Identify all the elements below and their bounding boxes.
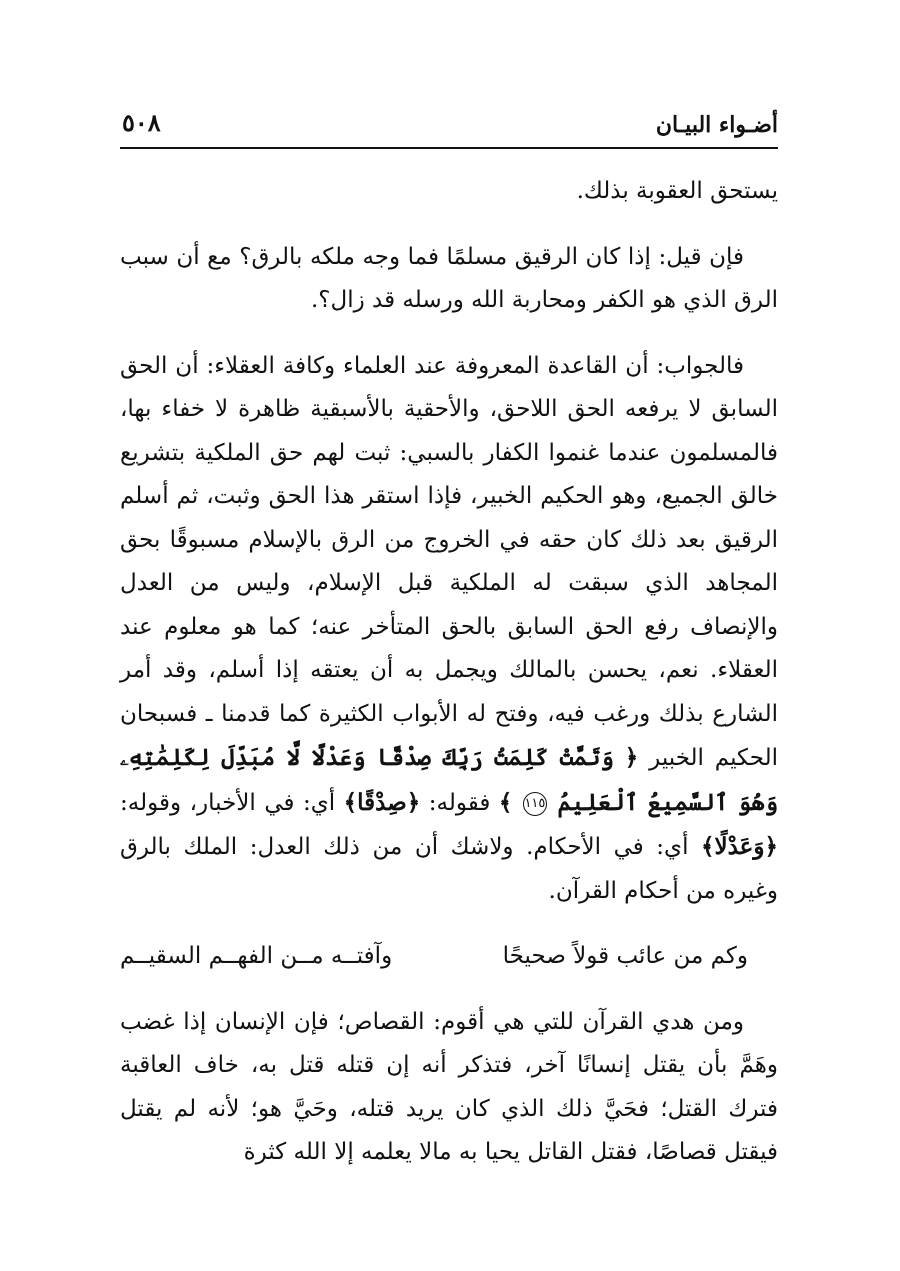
quran-word-adlan: وَعَدْلًا	[714, 833, 765, 860]
verse-commentary-3: أي: في الأحكام. ولاشك أن من ذلك العدل: الملك بالرق وغيره من أحكام القرآن.	[120, 834, 778, 904]
paragraph-2: فإن قيل: إذا كان الرقيق مسلمًا فما وجه ملكه بالرق؟ مع أن سبب الرق الذي هو الكفر ومحاربة الله ورسله قد زال؟.	[120, 243, 778, 313]
page-number: ٥٠٨	[122, 108, 161, 137]
header-divider	[120, 147, 778, 149]
paragraph-3-text: فالجواب: أن القاعدة المعروفة عند العلماء وكافة العقلاء: أن الحق السابق لا يرفعه الحق اللاحق، والأحقية بالأسبقية ظاهرة لا خفاء بها، فالمسلمون عندما غنموا الكفار بالسبي: ثبت لهم حق الملكية بتشريع خالق الجميع، وهو الحكيم الخبير، فإذا استقر هذا الحق وثبت، ثم أسلم الرقيق بعد ذلك كان حقه في الخروج من الرق بالإسلام مسبوقًا بحق المجاهد الذي سبقت له الملكية قبل الإسلام، وليس من العدل والإنصاف رفع الحق السابق بالحق المتأخر عنه؛ كما هو معلوم عند العقلاء. نعم، يحسن بالمالك ويجمل به أن يعتقه إذا أسلم، وقد أمر الشارع بذلك ورغب فيه، وفتح له الأبواب الكثيرة كما قدمنا ـ فسبحان الحكيم الخبير	[120, 352, 778, 771]
quran-open-bracket: ﴿	[764, 833, 778, 860]
poem-verse	[120, 935, 778, 979]
quran-close-bracket: ﴾	[498, 788, 513, 816]
quran-open-bracket: ﴿	[624, 744, 639, 771]
page-body	[120, 170, 778, 1175]
quran-close-bracket: ﴾	[343, 788, 358, 816]
quran-verse: وَتَمَّتْ كَلِمَتُ رَبِّكَ صِدْقًا وَعَدْلًا لَّا مُبَدِّلَ لِكَلِمَٰتِهِۦ وَهُوَ ٱلسَّمِيعُ ٱلْعَلِيمُ	[120, 744, 779, 816]
quran-word-sidqan: صِدْقًا	[357, 788, 407, 816]
paragraph-3	[120, 345, 778, 914]
poem-second-hemistich: وآفتــه مــن الفهــم السقيــم	[120, 943, 393, 969]
page-header	[120, 108, 778, 148]
book-title: أضـواء البيـان	[655, 112, 778, 138]
paragraph-gap	[120, 214, 778, 236]
paragraph-gap	[120, 913, 778, 935]
poem-first-hemistich: وكم من عائب قولاً صحيحًا	[502, 943, 748, 969]
verse-commentary-1: فقوله:	[428, 789, 491, 816]
quran-open-bracket: ﴿	[406, 788, 421, 816]
ayah-number-marker: ١١٥	[523, 792, 547, 816]
paragraph-gap	[120, 323, 778, 345]
quran-close-bracket: ﴾	[701, 833, 715, 860]
paragraph-gap	[120, 979, 778, 1001]
verse-commentary-2: أي: في الأخبار، وقوله:	[120, 789, 336, 816]
paragraph-4: ومن هدي القرآن للتي هي أقوم: القصاص؛ فإن الإنسان إذا غضب وهَمَّ بأن يقتل إنسانًا آخر، فتذكر أنه إن قتله قتل به، خاف العاقبة فترك القتل؛ فحَيَّ ذلك الذي كان يريد قتله، وحَيَّ هو؛ لأنه لم يقتل فيقتل قصاصًا، فقتل القاتل يحيا به مالا يعلمه إلا الله كثرة	[120, 1008, 778, 1165]
paragraph-1: يستحق العقوبة بذلك.	[576, 178, 778, 204]
